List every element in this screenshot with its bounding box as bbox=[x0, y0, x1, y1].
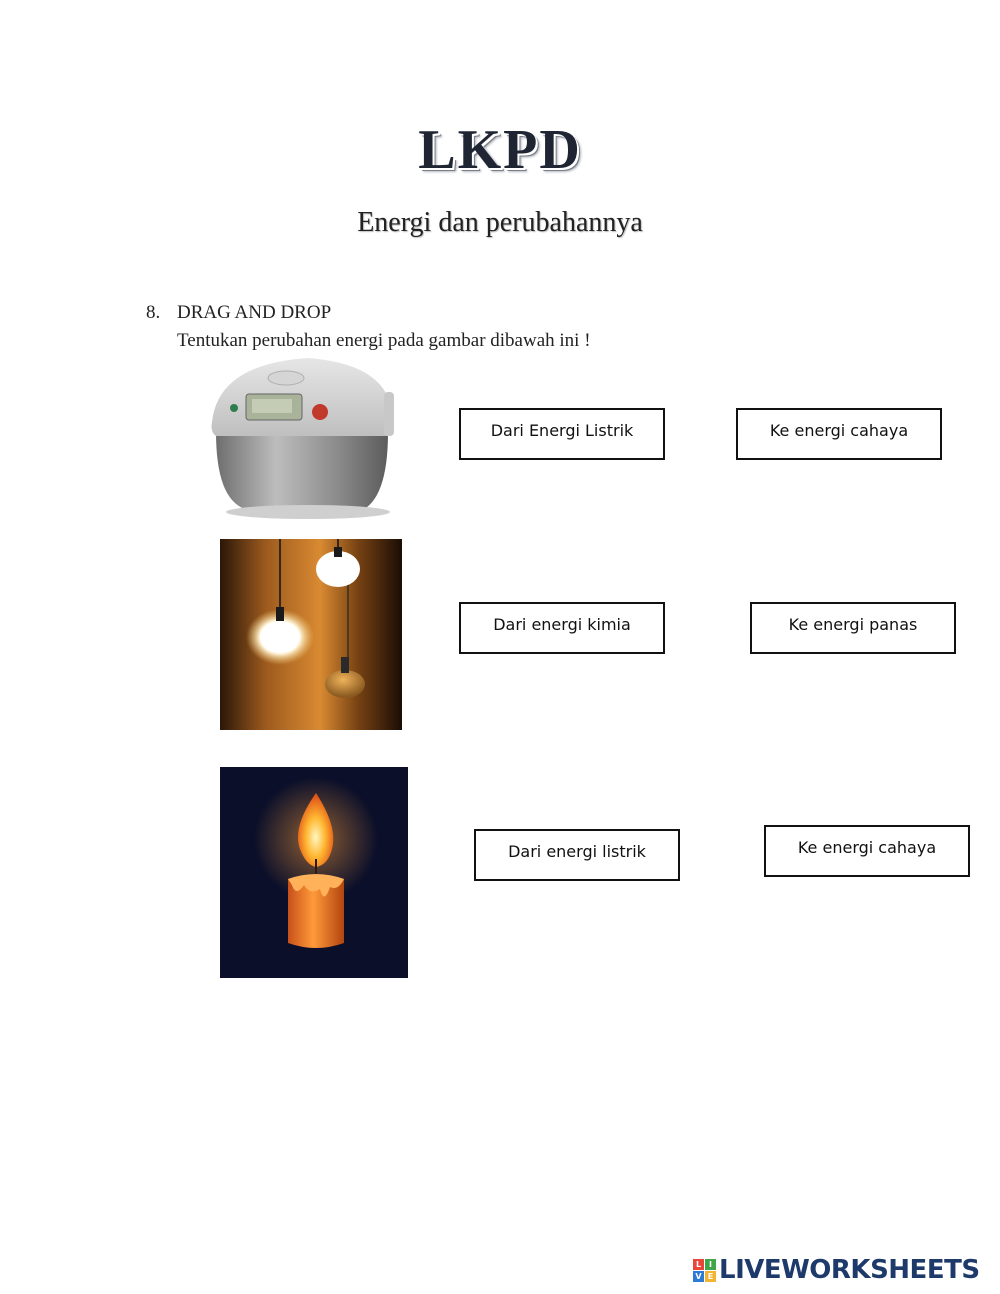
drop-box-from-2[interactable]: Dari energi kimia bbox=[459, 602, 665, 654]
question-number: 8. bbox=[146, 302, 161, 323]
question-title: DRAG AND DROP bbox=[177, 302, 332, 323]
logo-letter: V bbox=[693, 1271, 704, 1282]
drop-box-from-1[interactable]: Dari Energi Listrik bbox=[459, 408, 665, 460]
liveworksheets-logo[interactable] bbox=[693, 1254, 980, 1286]
page-subtitle: Energi dan perubahannya bbox=[357, 207, 643, 238]
liveworksheets-brand-text: LIVEWORKSHEETS bbox=[719, 1255, 980, 1285]
drop-box-to-2[interactable]: Ke energi panas bbox=[750, 602, 956, 654]
logo-letter: I bbox=[705, 1259, 716, 1270]
logo-letter: E bbox=[705, 1271, 716, 1282]
question-instruction: Tentukan perubahan energi pada gambar dibawah ini ! bbox=[177, 330, 591, 351]
page-title: LKPD bbox=[418, 119, 582, 181]
hanging-lamps-image bbox=[220, 539, 402, 730]
logo-letter: L bbox=[693, 1259, 704, 1270]
candle-image bbox=[220, 767, 408, 978]
rice-cooker-image bbox=[208, 352, 398, 520]
drop-box-from-3[interactable]: Dari energi listrik bbox=[474, 829, 680, 881]
liveworksheets-logo-icon bbox=[693, 1259, 716, 1282]
drop-box-to-3[interactable]: Ke energi cahaya bbox=[764, 825, 970, 877]
drop-box-to-1[interactable]: Ke energi cahaya bbox=[736, 408, 942, 460]
